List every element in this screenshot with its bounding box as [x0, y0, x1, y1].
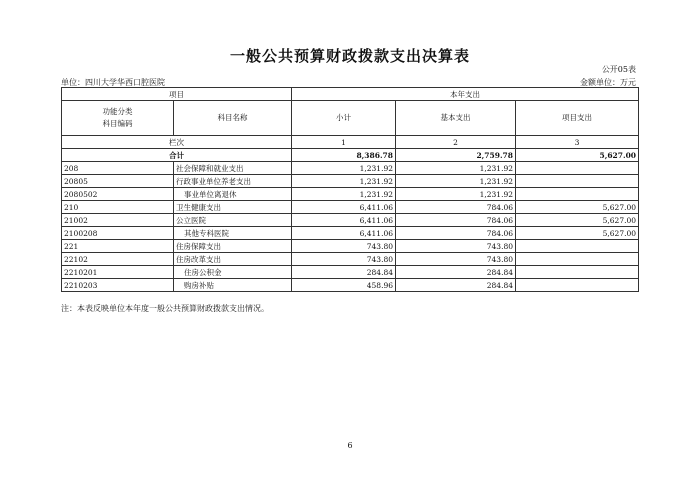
row-code: 2080502: [62, 188, 174, 201]
row-code: 2210201: [62, 266, 174, 279]
row-basic: 1,231.92: [396, 175, 516, 188]
row-code: 21002: [62, 214, 174, 227]
expenditure-table: [61, 87, 639, 292]
header-subject-code-label: 科目编码: [102, 119, 133, 128]
row-name: 住房保障支出: [174, 240, 292, 253]
row-code: 2100208: [62, 227, 174, 240]
row-project: [516, 253, 639, 266]
table-row: [62, 175, 639, 188]
row-code: 22102: [62, 253, 174, 266]
total-project: 5,627.00: [516, 149, 639, 162]
page-title: 一般公共预算财政拨款支出决算表: [229, 47, 470, 65]
row-name: 其他专科医院: [174, 227, 292, 240]
row-name: 公立医院: [174, 214, 292, 227]
total-subtotal: 8,386.78: [292, 149, 396, 162]
table-row: [62, 214, 639, 227]
row-basic: 1,231.92: [396, 188, 516, 201]
row-code: 2210203: [62, 279, 174, 292]
total-row: [62, 149, 639, 162]
row-project: 5,627.00: [516, 227, 639, 240]
table-row: [62, 266, 639, 279]
row-code: 221: [62, 240, 174, 253]
row-project: 5,627.00: [516, 214, 639, 227]
column-index-3: 3: [516, 136, 639, 149]
row-basic: 743.80: [396, 253, 516, 266]
row-project: 5,627.00: [516, 201, 639, 214]
row-code: 20805: [62, 175, 174, 188]
row-subtotal: 6,411.06: [292, 214, 396, 227]
header-project: 项目支出: [516, 101, 639, 136]
table-row: [62, 253, 639, 266]
table-row: [62, 162, 639, 175]
table-row: [62, 240, 639, 253]
row-name: 购房补贴: [174, 279, 292, 292]
column-index-1: 1: [292, 136, 396, 149]
header-subtotal: 小计: [292, 101, 396, 136]
row-project: [516, 279, 639, 292]
row-subtotal: 6,411.06: [292, 227, 396, 240]
header-item: 项目: [62, 88, 292, 101]
table-row: [62, 188, 639, 201]
row-name: 事业单位离退休: [174, 188, 292, 201]
row-code: 210: [62, 201, 174, 214]
row-code: 208: [62, 162, 174, 175]
form-number: 公开05表: [601, 65, 636, 74]
column-index-label: 栏次: [62, 136, 292, 149]
amount-unit: 金额单位：万元: [580, 78, 636, 87]
row-name: 社会保障和就业支出: [174, 162, 292, 175]
row-basic: 284.84: [396, 279, 516, 292]
row-subtotal: 743.80: [292, 253, 396, 266]
total-label: 合计: [62, 149, 292, 162]
row-basic: 784.06: [396, 201, 516, 214]
row-basic: 784.06: [396, 214, 516, 227]
header-subject-name: 科目名称: [174, 101, 292, 136]
row-subtotal: 1,231.92: [292, 175, 396, 188]
table-row: [62, 227, 639, 240]
row-subtotal: 743.80: [292, 240, 396, 253]
row-basic: 743.80: [396, 240, 516, 253]
total-basic: 2,759.78: [396, 149, 516, 162]
table-row: [62, 201, 639, 214]
row-name: 行政事业单位养老支出: [174, 175, 292, 188]
row-subtotal: 284.84: [292, 266, 396, 279]
table-note: 注：本表反映单位本年度一般公共预算财政拨款支出情况。: [61, 304, 269, 313]
header-subject-code: [62, 101, 174, 136]
header-basic: 基本支出: [396, 101, 516, 136]
row-name: 卫生健康支出: [174, 201, 292, 214]
header-current-year: 本年支出: [292, 88, 639, 101]
row-basic: 784.06: [396, 227, 516, 240]
row-subtotal: 6,411.06: [292, 201, 396, 214]
row-subtotal: 1,231.92: [292, 188, 396, 201]
row-name: 住房改革支出: [174, 253, 292, 266]
row-project: [516, 188, 639, 201]
row-project: [516, 266, 639, 279]
row-subtotal: 1,231.92: [292, 162, 396, 175]
row-project: [516, 175, 639, 188]
row-subtotal: 458.96: [292, 279, 396, 292]
row-name: 住房公积金: [174, 266, 292, 279]
row-project: [516, 162, 639, 175]
row-basic: 1,231.92: [396, 162, 516, 175]
unit-name: 单位：四川大学华西口腔医院: [61, 78, 165, 87]
header-func-class-label: 功能分类: [102, 107, 133, 116]
table-row: [62, 279, 639, 292]
page-number: 6: [347, 441, 353, 450]
column-index-2: 2: [396, 136, 516, 149]
row-project: [516, 240, 639, 253]
row-basic: 284.84: [396, 266, 516, 279]
